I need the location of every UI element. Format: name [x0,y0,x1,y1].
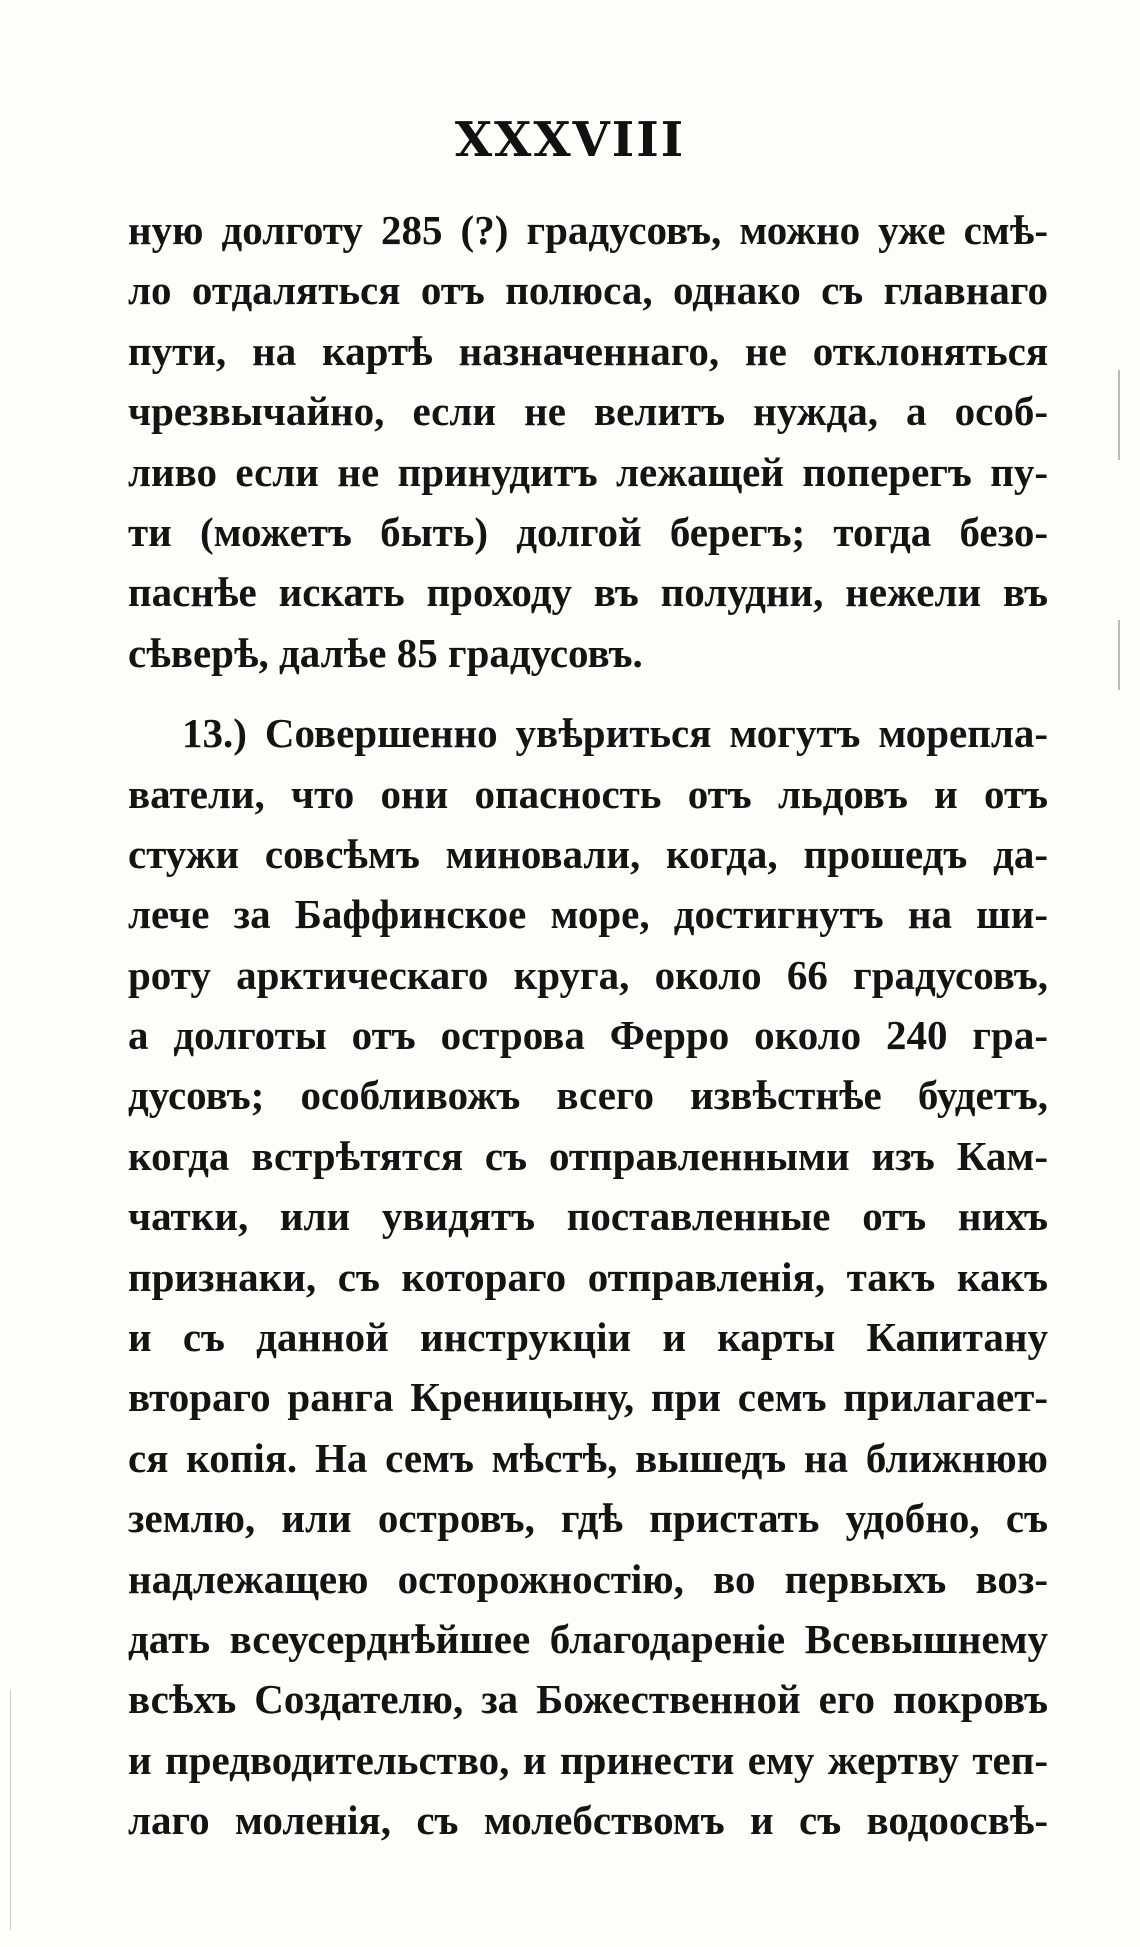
text-line: роту арктическаго круга, около 66 градусовъ, [128,951,1048,998]
text-line: дать всеусерднѣйшее благодареніе Всевышнему [128,1615,1048,1662]
body-text [128,200,1048,1851]
text-line: и предводительство, и принести ему жертву теп- [128,1736,1048,1783]
text-line: ло отдаляться отъ полюса, однако съ главнаго [128,267,1048,314]
text-line: ную долготу 285 (?) градусовъ, можно уже смѣ- [128,207,1048,253]
text-line: дусовъ; особливожъ всего извѣстнѣе будетъ, [128,1072,1048,1119]
text-line: паснѣе искать проходу въ полудни, нежели въ [128,569,1048,616]
text-line: признаки, съ котораго отправленія, такъ какъ [128,1253,1048,1300]
text-line: и съ данной инструкціи и карты Капитану [128,1314,1048,1361]
paragraph [128,703,1048,1850]
text-line: ливо если не принудитъ лежащей поперегъ пу- [128,448,1048,495]
paragraph [128,200,1048,683]
text-line: ватели, что они опасность отъ льдовъ и отъ [128,770,1048,817]
text-line: пути, на картѣ назначеннаго, не отклоняться [128,327,1048,374]
page-number: XXXVIII [454,112,686,168]
text-line: лече за Баффинское море, достигнутъ на ши- [128,891,1048,938]
text-line: ся копія. На семъ мѣстѣ, вышедъ на ближнюю [128,1434,1048,1481]
text-line: всѣхъ Создателю, за Божественной его покровъ [128,1676,1048,1723]
text-line: стужи совсѣмъ миновали, когда, прошедъ да- [128,830,1048,877]
text-line: лаго моленія, съ молебствомъ и съ водоосвѣ- [128,1797,1048,1844]
scan-margin-mark [10,1690,11,1930]
scan-margin-mark [1118,370,1120,460]
text-line: ти (можетъ быть) долгой берегъ; тогда безо- [128,508,1048,555]
text-line: втораго ранга Креницыну, при семъ прилагает- [128,1374,1048,1421]
text-line: чрезвычайно, если не велитъ нужда, а особ- [128,388,1048,435]
text-line: землю, или островъ, гдѣ пристать удобно, съ [128,1495,1048,1542]
scan-margin-mark [1118,620,1120,690]
text-line: 13.) Совершенно увѣриться могутъ морепла- [182,710,1048,757]
text-line: а долготы отъ острова Ферро около 240 гра- [128,1012,1048,1059]
text-line: сѣверѣ, далѣе 85 градусовъ. [128,629,643,676]
text-line: чатки, или увидятъ поставленные отъ нихъ [128,1193,1048,1240]
text-line: когда встрѣтятся съ отправленными изъ Кам- [128,1132,1048,1179]
text-line: надлежащею осторожностію, во первыхъ воз- [128,1555,1048,1602]
